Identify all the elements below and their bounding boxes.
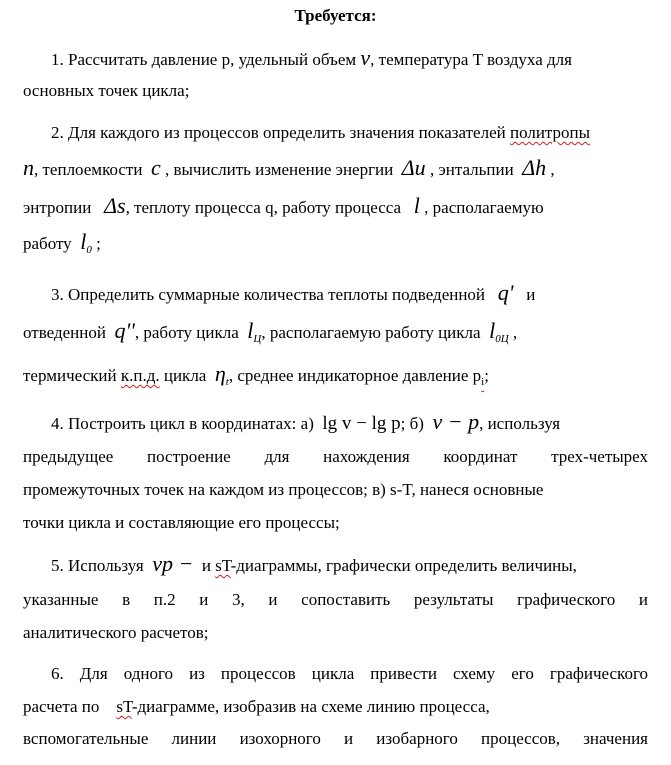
- paragraph-4-line-4: точки цикла и составляющие его процессы;: [23, 513, 340, 532]
- text: , теплоту процесса q, работу процесса: [125, 198, 402, 217]
- paragraph-3-line-3: [23, 361, 648, 392]
- math-subscript: 0: [86, 244, 92, 256]
- math-delta-h: Δh: [522, 155, 547, 180]
- text: -диаграмме, изобразив на схеме линию процесса,: [131, 697, 490, 716]
- math-subscript: Ц: [253, 333, 262, 345]
- text: 1. Рассчитать давление p, удельный объем: [51, 50, 357, 69]
- paragraph-2-line-2: n, теплоемкости c , вычислить изменение энергии Δu , энтальпии Δh ,: [23, 155, 555, 180]
- math-vp: vp −: [152, 551, 194, 576]
- text: , располагаемую работу цикла: [261, 323, 481, 342]
- paragraph-5-line-2: указанные в п.2 и 3, и сопоставить результаты графического и: [23, 590, 648, 609]
- math-eta: η: [214, 361, 226, 386]
- text: 3. Определить суммарные количества теплоты подведенной: [51, 285, 486, 304]
- text: термический: [23, 366, 117, 385]
- paragraph-4-line-3: промежуточных точек на каждом из процессов; в) s-T, нанеся основные: [23, 480, 544, 499]
- text: и: [526, 285, 536, 304]
- paragraph-2-line-1: [51, 123, 648, 143]
- math-subscript: 0Ц: [495, 333, 509, 345]
- paragraph-5-line-3: аналитического расчетов;: [23, 623, 209, 642]
- text: 5. Используя: [51, 556, 144, 575]
- math-delta-u: Δu: [401, 155, 426, 180]
- text: и: [201, 556, 211, 575]
- paragraph-2-line-3: [23, 193, 648, 218]
- paragraph-4-line-1: [51, 409, 648, 434]
- text: ;: [484, 366, 489, 385]
- text: энтропии: [23, 198, 92, 217]
- math-subscript: i: [481, 376, 485, 388]
- math-l0: l: [80, 229, 87, 254]
- paragraph-6-line-3: вспомогательные линии изохорного и изобарного процессов, значения: [23, 729, 648, 748]
- text: , работу цикла: [134, 323, 239, 342]
- math-v-p: v − p: [432, 409, 480, 434]
- math-lg: lg v − lg p: [322, 413, 401, 434]
- text: , энтальпии: [429, 160, 514, 179]
- text: , среднее индикаторное давление p: [228, 366, 482, 385]
- math-q-double-prime: q'': [114, 318, 135, 343]
- text: цикла: [163, 366, 207, 385]
- math-c: c: [150, 155, 161, 180]
- paragraph-6-line-2: [23, 697, 648, 717]
- paragraph-3-line-2: [23, 318, 648, 349]
- text: расчета по: [23, 697, 100, 716]
- math-subscript: t: [225, 376, 229, 388]
- math-n: n: [23, 155, 34, 180]
- math-l-cycle: l: [247, 318, 254, 343]
- math-q-prime: q': [497, 280, 514, 305]
- math-v: v: [360, 45, 371, 70]
- spellcheck-word: к.п.д.: [120, 366, 160, 385]
- paragraph-6-line-1: 6. Для одного из процессов цикла привести схему его графического: [51, 664, 648, 683]
- text: 4. Построить цикл в координатах: а): [51, 414, 314, 433]
- spellcheck-word: политропы: [509, 123, 591, 142]
- text: ,: [512, 323, 518, 342]
- paragraph-5-line-1: [51, 551, 648, 576]
- text: , температура T воздуха для: [370, 50, 572, 69]
- paragraph-3-line-1: [51, 280, 648, 305]
- spellcheck-word: sT: [116, 697, 132, 716]
- text: , теплоемкости: [34, 160, 143, 179]
- text: отведенной: [23, 323, 106, 342]
- text: ; б): [400, 414, 424, 433]
- paragraph-1-line-2: основных точек цикла;: [23, 81, 190, 100]
- text: 2. Для каждого из процессов определить значения показателей: [51, 123, 506, 142]
- paragraph-4-line-2: предыдущее построение для нахождения координат трех-четырех: [23, 447, 648, 466]
- text: , используя: [479, 414, 561, 433]
- text: , располагаемую: [424, 198, 544, 217]
- text: , вычислить изменение энергии: [164, 160, 394, 179]
- math-l: l: [413, 193, 420, 218]
- spellcheck-word: sT: [215, 556, 231, 575]
- math-l0-cycle: l: [489, 318, 496, 343]
- text: -диаграммы, графически определить величины,: [230, 556, 577, 575]
- text: работу: [23, 234, 72, 253]
- math-delta-s: Δs: [104, 193, 126, 218]
- text: ;: [96, 234, 101, 253]
- page-title: Требуется:: [294, 6, 377, 25]
- paragraph-2-line-4: [23, 229, 648, 260]
- paragraph-1-line-1: [51, 45, 648, 70]
